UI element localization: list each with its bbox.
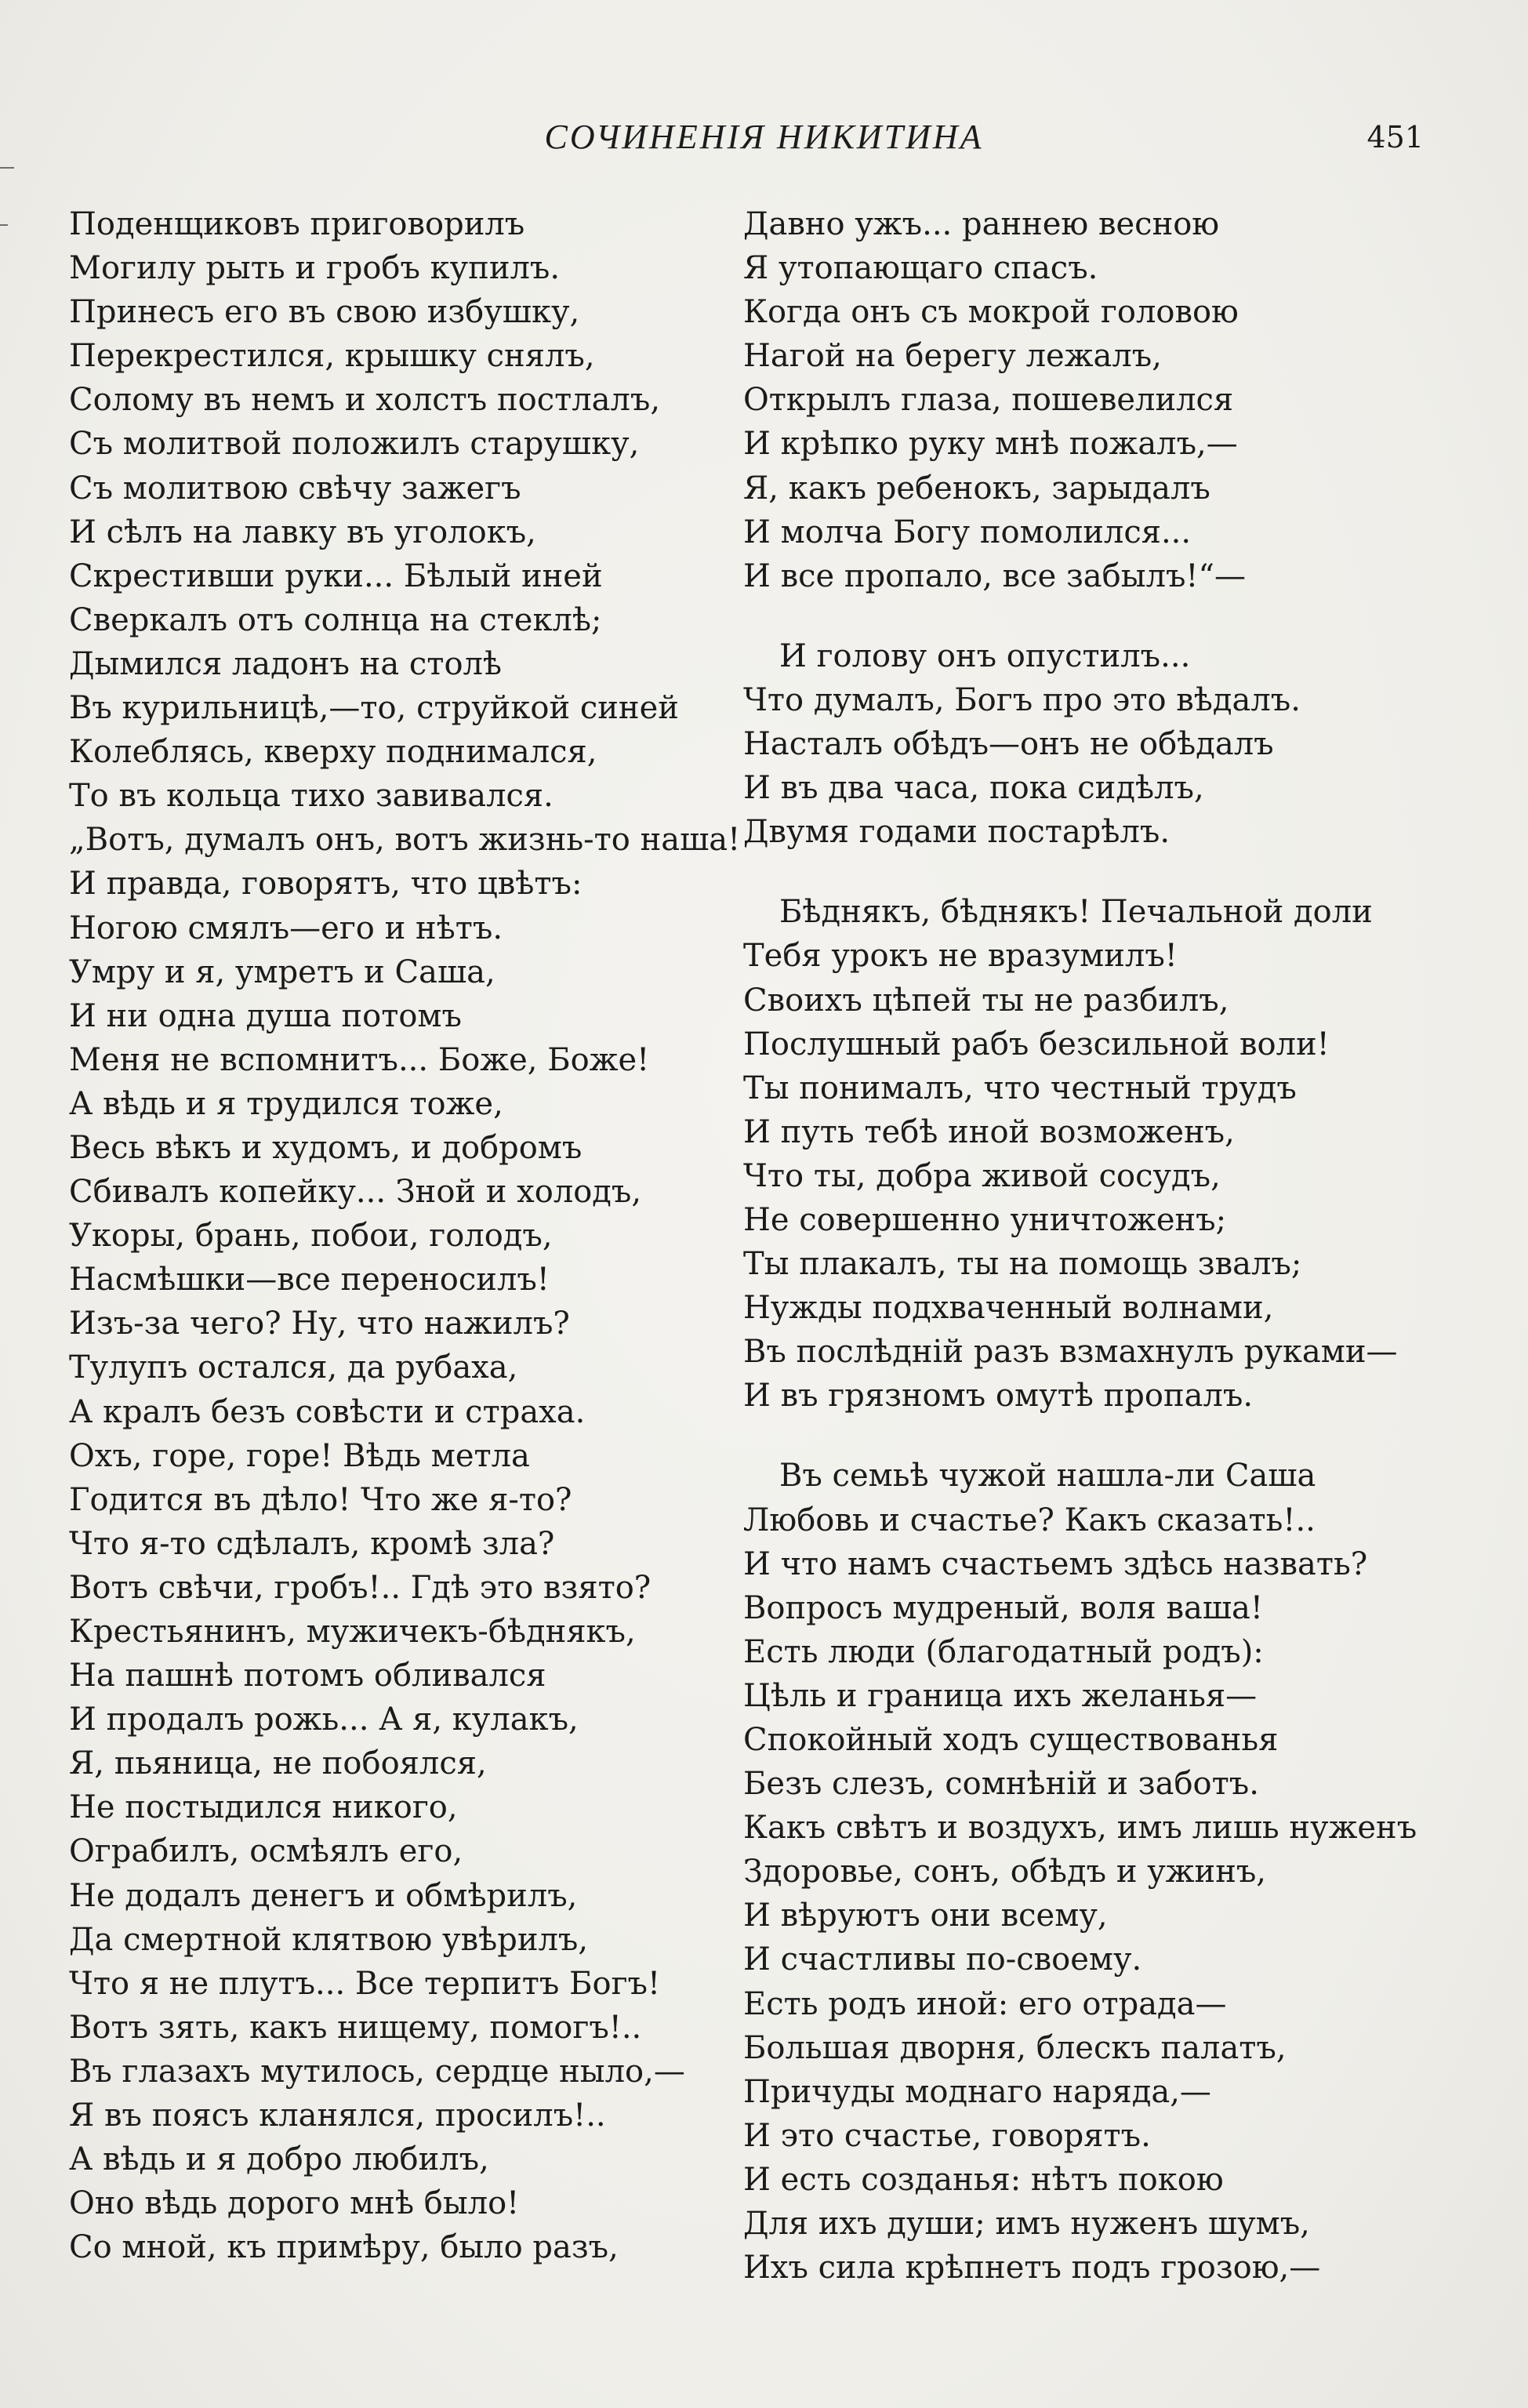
poem-line: Большая дворня, блескъ палатъ, [743, 2029, 1287, 2066]
poem-line: Не додалъ денегъ и обмѣрилъ, [69, 1877, 578, 1914]
poem-line: Дымился ладонъ на столѣ [69, 645, 503, 682]
poem-line: Съ молитвою свѣчу зажегъ [69, 470, 521, 507]
poem-line: То въ кольца тихо завивался. [69, 778, 553, 815]
poem-line: Поденщиковъ приговорилъ [69, 206, 525, 242]
poem-line: Здоровье, сонъ, обѣдъ и ужинъ, [743, 1854, 1267, 1890]
poem-line: Не постыдился никого, [69, 1789, 458, 1826]
poem-line: Когда онъ съ мокрой головою [743, 294, 1239, 331]
poem-line: И въ грязномъ омутѣ пропалъ. [743, 1378, 1254, 1415]
poem-line: Что я-то сдѣлалъ, кромѣ зла? [69, 1525, 555, 1562]
poem-line: И правда, говорятъ, что цвѣтъ: [69, 866, 583, 903]
poem-line: И что намъ счастьемъ здѣсь назвать? [743, 1545, 1368, 1582]
poem-line: Тулупъ остался, да рубаха, [69, 1349, 518, 1386]
poem-line: Что думалъ, Богъ про это вѣдалъ. [743, 681, 1301, 718]
poem-line: Въ глазахъ мутилось, сердце ныло,— [69, 2053, 685, 2090]
poem-line: А вѣдь и я добро любилъ, [69, 2141, 489, 2178]
poem-line: Съ молитвой положилъ старушку, [69, 426, 640, 463]
poem-line: Въ курильницѣ,—то, струйкой синей [69, 690, 679, 727]
poem-line: Я утопающаго спасъ. [743, 250, 1098, 287]
poem-line: Укоры, брань, побои, голодъ, [69, 1218, 553, 1255]
poem-line: Любовь и счастье? Какъ сказать!.. [743, 1502, 1316, 1538]
poem-line: Со мной, къ примѣру, было разъ, [69, 2229, 619, 2266]
poem-line: Что я не плутъ... Все терпитъ Богъ! [69, 1965, 661, 2002]
poem-line: Нужды подхваченный волнами, [743, 1290, 1274, 1327]
poem-line: И голову онъ опустилъ... [779, 637, 1191, 674]
poem-line: На пашнѣ потомъ обливался [69, 1658, 546, 1694]
poem-line: Въ семьѣ чужой нашла-ли Саша [779, 1458, 1316, 1495]
poem-line: Есть родъ иной: его отрада— [743, 1985, 1227, 2022]
poem-line: Изъ-за чего? Ну, что нажилъ? [69, 1306, 570, 1342]
poem-line: И счастливы по-своему. [743, 1941, 1142, 1978]
poem-line: Крестьянинъ, мужичекъ-бѣднякъ, [69, 1614, 636, 1650]
poem-line: Принесъ его въ свою избушку, [69, 294, 580, 331]
poem-line: Сверкалъ отъ солнца на стеклѣ; [69, 601, 602, 638]
poem-line: Нагой на берегу лежалъ, [743, 338, 1162, 375]
poem-line: Оно вѣдь дорого мнѣ было! [69, 2185, 520, 2222]
poem-line: Могилу рыть и гробъ купилъ. [69, 250, 561, 287]
poem-line: Своихъ цѣпей ты не разбилъ, [743, 982, 1229, 1019]
poem-line: Я, какъ ребенокъ, зарыдалъ [743, 470, 1210, 507]
poem-line: Что ты, добра живой сосудъ, [743, 1157, 1221, 1194]
poem-line: Скрестивши руки... Бѣлый иней [69, 558, 603, 594]
poem-line: Давно ужъ... раннею весною [743, 206, 1220, 242]
poem-line: Насмѣшки—все переносилъ! [69, 1262, 550, 1298]
poem-line: Цѣль и граница ихъ желанья— [743, 1677, 1258, 1714]
poem-line: И сѣлъ на лавку въ уголокъ, [69, 514, 536, 550]
poem-line: Двумя годами постарѣлъ. [743, 814, 1170, 851]
poem-line: И крѣпко руку мнѣ пожалъ,— [743, 426, 1238, 463]
poem-line: Безъ слезъ, сомнѣній и заботъ. [743, 1766, 1259, 1803]
running-header-title: СОЧИНЕНІЯ НИКИТИНА [544, 118, 984, 156]
stanza-break [743, 598, 1433, 634]
poem-line: Вопросъ мудреный, воля ваша! [743, 1589, 1263, 1626]
poem-line: Спокойный ходъ существованья [743, 1722, 1279, 1758]
poem-line: И есть созданья: нѣтъ покою [743, 2161, 1224, 2198]
poem-line: Весь вѣкъ и худомъ, и добромъ [69, 1129, 583, 1166]
poem-line: И вѣруютъ они всему, [743, 1898, 1108, 1934]
poem-line: Есть люди (благодатный родъ): [743, 1633, 1264, 1670]
poem-line: Ограбилъ, осмѣялъ его, [69, 1833, 463, 1870]
poem-line: И молча Богу помолился... [743, 514, 1192, 550]
stanza-break [743, 1418, 1433, 1454]
poem-line: Открылъ глаза, пошевелился [743, 382, 1234, 419]
left-column [69, 202, 741, 2269]
poem-line: А вѣдь и я трудился тоже, [69, 1085, 503, 1122]
poem-line: Ты понималъ, что честный трудъ [743, 1070, 1297, 1106]
poem-line: Годится въ дѣло! Что же я-то? [69, 1481, 572, 1518]
margin-speck [0, 224, 8, 226]
right-column [743, 202, 1433, 2290]
poem-line: Тебя урокъ не вразумилъ! [743, 938, 1178, 975]
poem-line: Перекрестился, крышку снялъ, [69, 338, 595, 375]
poem-line: Ты плакалъ, ты на помощь звалъ; [743, 1246, 1302, 1283]
page-number: 451 [1366, 120, 1424, 154]
poem-line: Въ послѣдній разъ взмахнулъ руками— [743, 1334, 1398, 1371]
poem-line: Не совершенно уничтоженъ; [743, 1201, 1227, 1238]
poem-line: И это счастье, говорятъ. [743, 2117, 1151, 2154]
poem-line: Да смертной клятвою увѣрилъ, [69, 1921, 589, 1958]
poem-line: И все пропало, все забылъ!“— [743, 558, 1246, 594]
poem-line: Для ихъ души; имъ нуженъ шумъ, [743, 2206, 1310, 2243]
poem-line: Солому въ немъ и холстъ постлалъ, [69, 382, 661, 419]
poem-line: Колеблясь, кверху поднимался, [69, 734, 597, 771]
poem-line: Ногою смялъ—его и нѣтъ. [69, 910, 503, 946]
stanza-break [743, 854, 1433, 890]
poem-line: Какъ свѣтъ и воздухъ, имъ лишь нуженъ [743, 1810, 1417, 1847]
poem-line: Охъ, горе, горе! Вѣдь метла [69, 1437, 530, 1474]
poem-line: Меня не вспомнитъ... Боже, Боже! [69, 1041, 650, 1078]
poem-line: И путь тебѣ иной возможенъ, [743, 1113, 1235, 1150]
poem-line: И въ два часа, пока сидѣлъ, [743, 770, 1204, 807]
poem-line: Вотъ зять, какъ нищему, помогъ!.. [69, 2009, 642, 2046]
poem-line: Сбивалъ копейку... Зной и холодъ, [69, 1174, 642, 1211]
poem-line: Послушный рабъ безсильной воли! [743, 1026, 1330, 1062]
poem-line: И ни одна душа потомъ [69, 997, 462, 1034]
poem-line: Вотъ свѣчи, гробъ!.. Гдѣ это взято? [69, 1569, 651, 1606]
poem-line: Я, пьяница, не побоялся, [69, 1745, 487, 1782]
poem-line: Умру и я, умретъ и Саша, [69, 953, 495, 990]
poem-line: Бѣднякъ, бѣднякъ! Печальной доли [779, 894, 1373, 931]
poem-line: Я въ поясъ кланялся, просилъ!.. [69, 2097, 606, 2134]
poem-line: Насталъ обѣдъ—онъ не обѣдалъ [743, 726, 1274, 763]
poem-line: Причуды моднаго наряда,— [743, 2073, 1211, 2110]
poem-line: А кралъ безъ совѣсти и страха. [69, 1393, 586, 1430]
margin-speck [0, 167, 14, 169]
poem-line: Ихъ сила крѣпнетъ подъ грозою,— [743, 2250, 1321, 2286]
poem-line: „Вотъ, думалъ онъ, вотъ жизнь-то наша! [69, 822, 741, 859]
poem-line: И продалъ рожь... А я, кулакъ, [69, 1702, 579, 1738]
